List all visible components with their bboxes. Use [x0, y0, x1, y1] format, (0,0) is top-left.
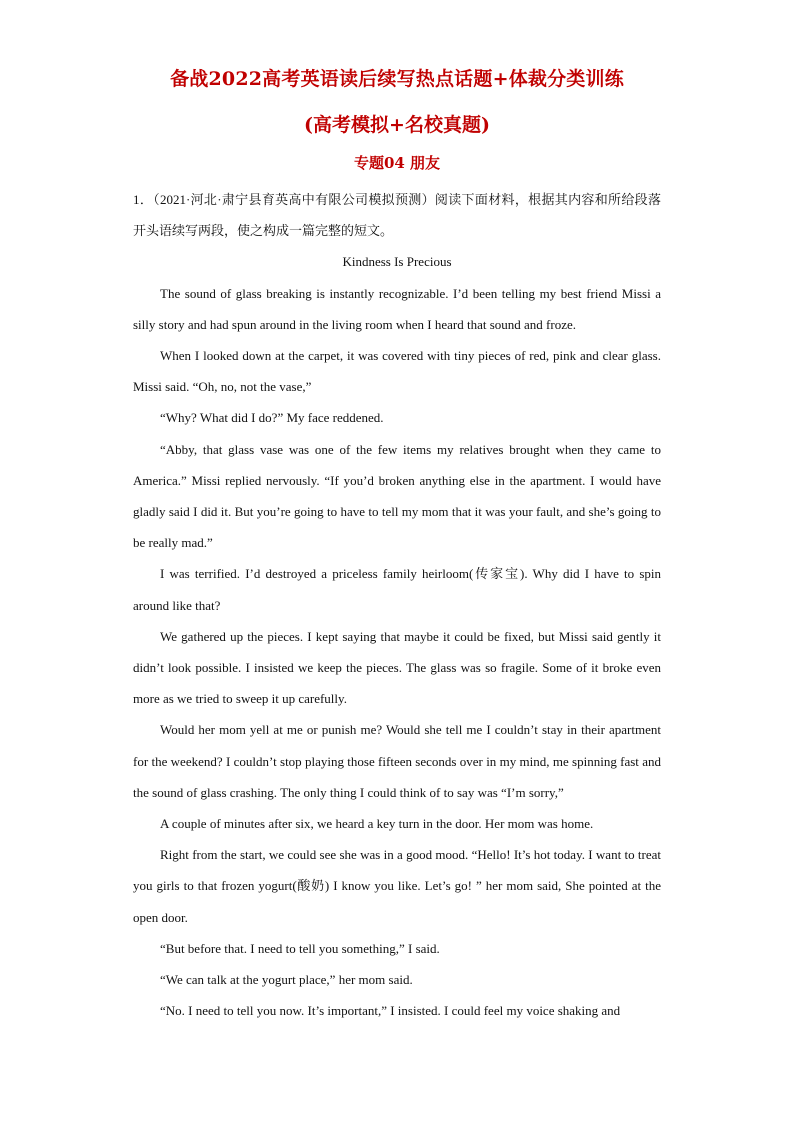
story-paragraph: A couple of minutes after six, we heard a key turn in the door. Her mom was home. [160, 816, 594, 832]
story-paragraph: “Why? What did I do?” My face reddened. [160, 410, 384, 426]
story-paragraph: Right from the start, we could see she was in a good mood. “Hello! It’s hot today. I want to treat you girls to that frozen yogurt(酸奶) I know you like. Let’s go! ” her mom said, She pointed at the open door. [133, 847, 661, 925]
topic-heading: 专题04 朋友 [353, 154, 441, 172]
story-paragraph: I was terrified. I’d destroyed a priceless family heirloom(传家宝). Why did I have to spin around like that? [133, 566, 661, 613]
story-paragraph: “We can talk at the yogurt place,” her mom said. [160, 972, 413, 988]
document-title: 备战2022高考英语读后续写热点话题+体裁分类训练 [170, 68, 624, 90]
document-subtitle: (高考模拟+名校真题) [304, 114, 490, 136]
story-paragraph: The sound of glass breaking is instantly recognizable. I’d been telling my best friend Missi a silly story and had spun around in the living room when I heard that sound and froze. [133, 285, 661, 332]
story-paragraph: “Abby, that glass vase was one of the few items my relatives brought when they came to America.” Missi replied nervously. “If you’d broken anything else in the apartment. I would have gladly said I did it. But you’re going to have to tell my mom that it was your fault, and she’s going to be really mad.” [133, 441, 661, 551]
question-intro: 1．（2021·河北·肃宁县育英高中有限公司模拟预测）阅读下面材料，根据其内容和所给段落开头语续写两段，使之构成一篇完整的短文。 [133, 192, 661, 239]
story-paragraph: When I looked down at the carpet, it was covered with tiny pieces of red, pink and clear glass. Missi said. “Oh, no, not the vase,” [133, 348, 661, 395]
story-paragraph: “No. I need to tell you now. It’s important,” I insisted. I could feel my voice shaking and [160, 1003, 621, 1019]
story-paragraph: Would her mom yell at me or punish me? Would she tell me I couldn’t stay in their apartment for the weekend? I couldn’t stop playing those fifteen seconds over in my mind, me spinning fast and the sound of glass crashing. The only thing I could think of to say was “I’m sorry,” [133, 722, 661, 800]
question-body [133, 184, 661, 1026]
story-title: Kindness Is Precious [342, 254, 452, 270]
story-paragraph: “But before that. I need to tell you something,” I said. [160, 940, 440, 956]
story-paragraph: We gathered up the pieces. I kept saying that maybe it could be fixed, but Missi said gently it didn’t look possible. I insisted we keep the pieces. The glass was so fragile. Some of it broke even more as we tried to sweep it up carefully. [133, 628, 661, 707]
